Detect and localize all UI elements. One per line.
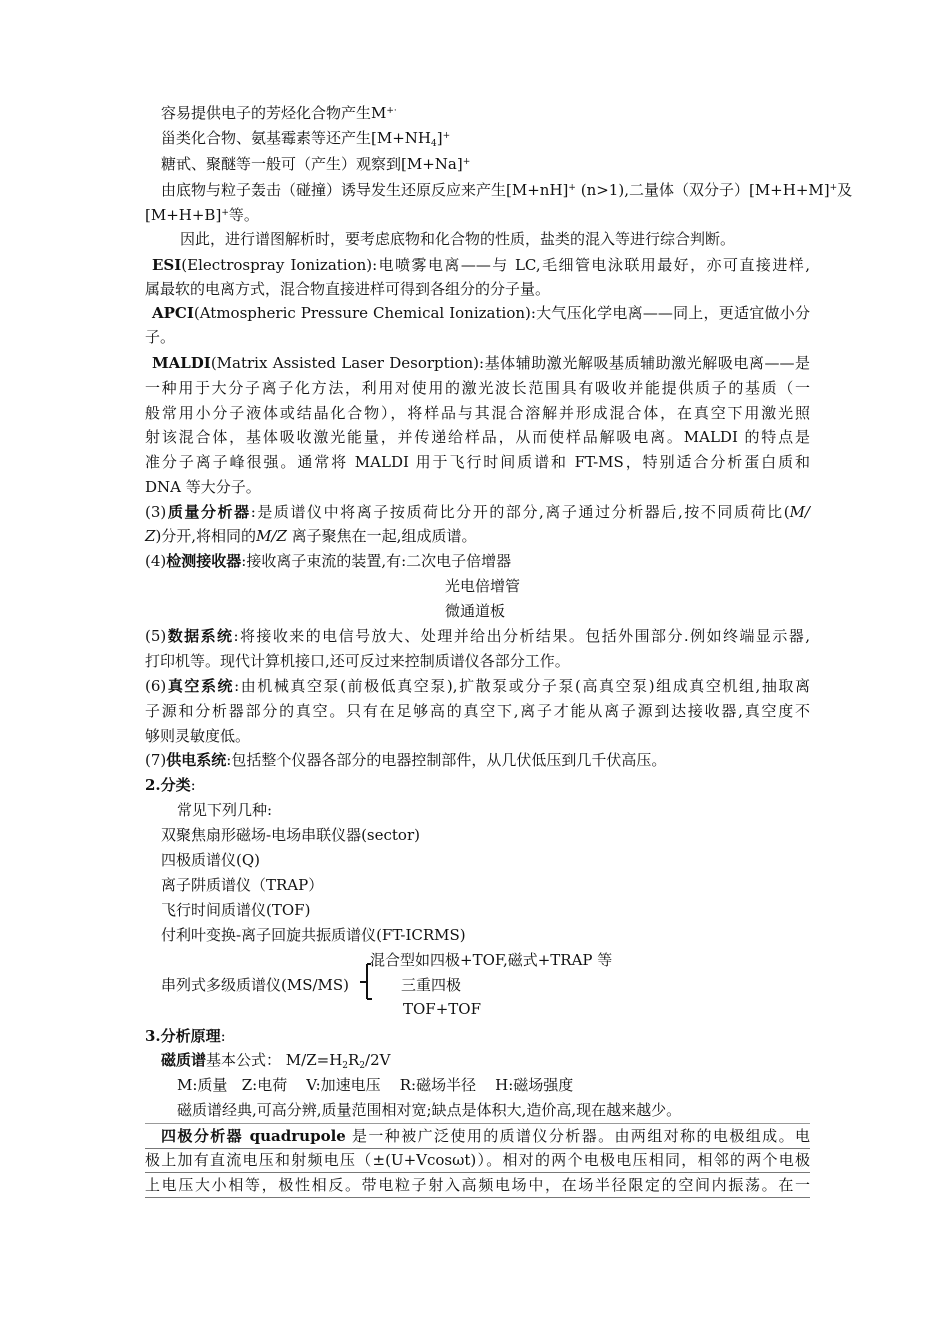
text: /2V: [365, 1051, 391, 1069]
text-line: [145, 748, 810, 772]
text: 是一种被广泛使用的质谱仪分析器。由两组对称的电极组成。电: [345, 1127, 810, 1145]
subscript: 4: [431, 139, 437, 149]
subscript: 2: [342, 1061, 349, 1071]
text: (Electrospray Ionization):电喷雾电离——与 LC,毛细管电泳联用最好，亦可直接进样,: [181, 256, 810, 274]
text: 及: [837, 181, 853, 199]
section-heading: [145, 773, 810, 797]
text-line: [145, 425, 810, 449]
text: 属最软的电离方式，混合物直接进样可得到各组分的分子量。: [145, 280, 551, 298]
section-term: 供电系统: [166, 751, 227, 769]
text-line: [161, 150, 826, 176]
superscript: +: [442, 131, 451, 141]
text: (3): [145, 503, 167, 521]
text: 付利叶变换-离子回旋共振质谱仪(FT-ICRMS): [161, 926, 466, 944]
text: 混合型如四极+TOF,磁式+TRAP 等: [370, 951, 613, 969]
text-line: [161, 176, 891, 202]
text: 般常用小分子液体或结晶化合物），将样品与其混合溶解并形成混合体，在真空下用激光照: [145, 404, 810, 422]
text-line: [445, 599, 950, 623]
text-line: [145, 351, 810, 375]
text: 离子聚焦在一起,组成质谱。: [286, 527, 477, 545]
superscript: +: [221, 208, 229, 218]
esi-term: ESI: [152, 256, 182, 274]
text: 因此，进行谱图解析时，要考虑底物和化合物的性质，盐类的混入等进行综合判断。: [180, 230, 736, 248]
text: 微通道板: [445, 602, 506, 620]
text: 离子阱质谱仪（TRAP）: [161, 876, 324, 894]
text-line: [145, 277, 810, 301]
text: (6): [145, 677, 167, 695]
text: M: [371, 104, 387, 122]
text-line: [145, 500, 810, 524]
text-line: [145, 724, 810, 748]
text: DNA 等大分子。: [145, 478, 261, 496]
text-line: [161, 99, 826, 125]
text-line: [145, 624, 810, 648]
text-line: [145, 1148, 810, 1173]
section-term: 真空系统: [166, 677, 235, 695]
text-line: [145, 201, 810, 227]
list-item: [403, 997, 950, 1021]
text-line: [145, 376, 810, 400]
text: (4): [145, 552, 167, 570]
text: Z: [145, 527, 156, 545]
text: :将接收来的电信号放大、处理并给出分析结果。包括外围部分.例如终端显示器,: [233, 627, 810, 645]
text: M:质量 Z:电荷 V:加速电压 R:磁场半径 H:磁场强度: [177, 1076, 574, 1094]
section-heading: [145, 1024, 810, 1048]
list-item: [161, 873, 826, 897]
heading-text: 2.分类: [145, 776, 191, 794]
text-line: [145, 325, 810, 349]
text: 准分子离子峰很强。通常将 MALDI 用于飞行时间质谱和 FT-MS，特别适合分析蛋白质和: [145, 453, 810, 471]
text: 够则灵敏度低。: [145, 727, 251, 745]
text-line: [177, 1073, 842, 1097]
text: :是质谱仪中将离子按质荷比分开的部分,离子通过分析器后,按不同质荷比(: [250, 503, 790, 521]
superscript: +·: [386, 106, 397, 116]
text-line: [145, 253, 810, 277]
text: (n>1),二量体（双分子）[M+H+M]: [580, 181, 830, 199]
text: 磁质谱经典,可高分辨,质量范围相对宽;缺点是体积大,造价高,现在越来越少。: [177, 1101, 682, 1119]
text: [M+H+B]: [145, 206, 222, 224]
text-line: [145, 1123, 810, 1149]
text-line: [145, 401, 810, 425]
text: (5): [145, 627, 167, 645]
text: :: [220, 1027, 226, 1045]
text: 子源和分析器部分的真空。只有在足够高的真空下,离子才能从离子源到达接收器,真空度不: [145, 702, 810, 720]
text: :: [190, 776, 196, 794]
text: 光电倍增管: [445, 577, 521, 595]
text-line: [180, 227, 845, 251]
text: (7): [145, 751, 167, 769]
text: 四极质谱仪(Q): [161, 851, 261, 869]
text: 极上加有直流电压和射频电压（±(U+Vcosωt)）。相对的两个电极电压相同，相邻的两个电极: [145, 1151, 810, 1169]
text-line: [145, 475, 810, 499]
list-item: [161, 923, 826, 947]
text-line: [145, 450, 810, 474]
text: 由底物与粒子轰击（碰撞）诱导发生还原反应来产生[M+nH]: [161, 181, 569, 199]
superscript: +: [568, 183, 576, 193]
text: 双聚焦扇形磁场-电场串联仪器(sector): [161, 826, 420, 844]
text: 飞行时间质谱仪(TOF): [161, 901, 311, 919]
text-line: [145, 1173, 810, 1198]
text: ]: [436, 129, 443, 147]
text-line: [145, 524, 810, 548]
list-item: [370, 948, 950, 972]
subscript: 2: [359, 1061, 366, 1071]
text: :由机械真空泵(前极低真空泵),扩散泵或分子泵(高真空泵)组成真空机组,抽取离: [234, 677, 810, 695]
list-item: [161, 898, 826, 922]
maldi-term: MALDI: [152, 354, 211, 372]
heading-text: 3.分析原理: [145, 1027, 221, 1045]
list-item: [161, 848, 826, 872]
text: (Atmospheric Pressure Chemical Ionization):大气压化学电离——同上，更适宜做小分: [193, 304, 810, 322]
text: 等。: [228, 206, 259, 224]
text: 一种用于大分子离子化方法，利用对使用的激光波长范围具有吸收并能提供质子的基质（一: [145, 379, 810, 397]
text: 串列式多级质谱仪(MS/MS): [161, 976, 350, 994]
text: 上电压大小相等，极性相反。带电粒子射入高频电场中，在场半径限定的空间内振荡。在一: [145, 1176, 810, 1194]
section-term: 四极分析器 quadrupole: [161, 1127, 346, 1145]
text-line: [145, 301, 810, 325]
text: 容易提供电子的芳烃化合物产生: [161, 104, 372, 122]
apci-term: APCI: [152, 304, 194, 322]
text: :接收离子束流的装置,有:二次电子倍增器: [241, 552, 512, 570]
text: 子。: [145, 328, 176, 346]
text-line: [177, 1098, 842, 1122]
text: M/: [789, 503, 810, 521]
superscript: +: [462, 157, 471, 167]
bracket-icon: [360, 953, 382, 1007]
superscript: +: [829, 183, 838, 193]
text: 糖甙、聚醚等一般可（产生）观察到[M+Na]: [161, 155, 463, 173]
section-term: 检测接收器: [166, 552, 242, 570]
section-term: 磁质谱: [161, 1051, 207, 1069]
text-line: [145, 649, 810, 673]
text-line: [145, 549, 810, 573]
list-item: [161, 823, 826, 847]
list-item: [401, 973, 950, 997]
text: 三重四极: [401, 976, 462, 994]
text: )分开,将相同的: [155, 527, 257, 545]
text-line: [177, 798, 842, 822]
text: TOF+TOF: [403, 1000, 481, 1018]
text: 打印机等。现代计算机接口,还可反过来控制质谱仪各部分工作。: [145, 652, 570, 670]
text: 甾类化合物、氨基霉素等还产生[M+NH: [161, 129, 431, 147]
text: 基本公式： M/Z=H: [206, 1051, 343, 1069]
text: 常见下列几种:: [177, 801, 273, 819]
text-line: [145, 674, 810, 698]
text: R: [348, 1051, 360, 1069]
text-line: [145, 699, 810, 723]
section-term: 质量分析器: [166, 503, 251, 521]
text: :包括整个仪器各部分的电器控制部件，从几伏低压到几千伏高压。: [226, 751, 667, 769]
text: (Matrix Assisted Laser Desorption):基体辅助激光解吸基质辅助激光解吸电离——是: [210, 354, 810, 372]
text: 射该混合体，基体吸收激光能量，并传递给样品，从而使样品解吸电离。MALDI 的特点是: [145, 428, 810, 446]
text-line: [445, 574, 950, 598]
section-term: 数据系统: [166, 627, 234, 645]
text: M/Z: [256, 527, 287, 545]
